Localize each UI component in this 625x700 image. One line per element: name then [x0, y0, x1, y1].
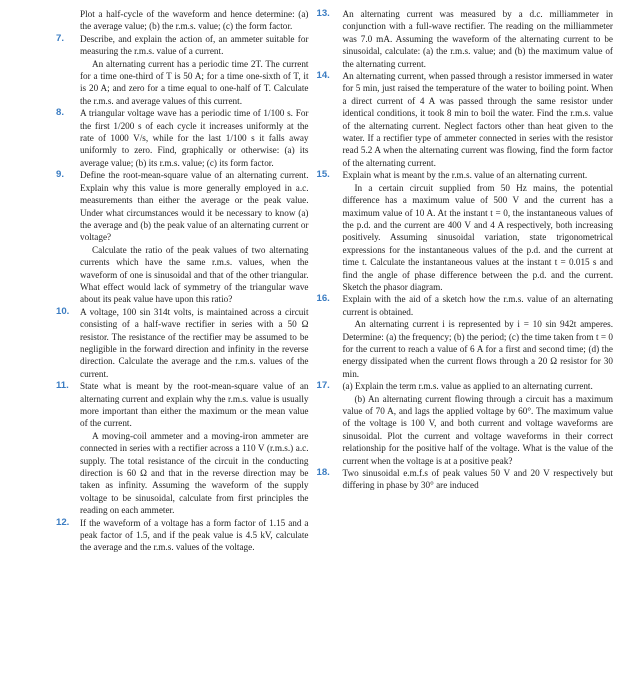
question-9 — [18, 169, 309, 305]
question-number: 8. — [56, 107, 65, 119]
question-text: An alternating current, when passed through a resistor immersed in water for 5 min, just raised the temperature of the water to boiling point. When a direct current of 4 A was passed through the same resistor under identical conditions, it took 8 min to boil the water. Find the r.m.s. value of the alternating current. Neglect factors other than heat given to the water. If a rectifier type of ammeter connected in series with the resistor read 5.2 A when the alternating current was flowing, find the form factor of the alternating current. — [342, 71, 613, 168]
left-column — [18, 8, 309, 700]
question-number: 17. — [316, 380, 330, 392]
question-number: 18. — [316, 467, 330, 479]
question-number: 10. — [56, 305, 70, 317]
question-number: 13. — [316, 8, 330, 19]
question-15 — [316, 169, 614, 293]
question-14 — [316, 70, 614, 169]
question-text: (a) Explain the term r.m.s. value as applied to an alternating current. — [342, 381, 593, 392]
question-number: 15. — [316, 169, 330, 181]
question-text: A voltage, 100 sin 314t volts, is maintained across a circuit consisting of a half-wave rectifier in series with a 50 Ω resistor. The resistance of the rectifier may be assumed to be negligible in the forward direction and infinity in the reverse direction. Calculate the average and the r.m.s. values of the current. — [80, 306, 309, 379]
question-12 — [18, 517, 309, 554]
question-text: In a certain circuit supplied from 50 Hz mains, the potential difference has a maximum value of 500 V and the current has a maximum value of 10 A. At the instant t = 0, the instantaneous values of the p.d. and the current are 400 V and 4 A respectively, both increasing positively. Assuming sinusoidal variation, state trigonometrical expressions for the instantaneous values of the p.d. and the current at time t. Calculate the instantaneous values at the instant t = 0.015 s and find the angle of phase difference between the p.d. and the current. Sketch the phasor diagram. — [342, 182, 613, 292]
question-6-continued — [18, 8, 309, 33]
question-number: 12. — [56, 516, 70, 528]
right-column — [316, 8, 614, 700]
question-text: An alternating current was measured by a d.c. milliammeter in conjunction with a full-wave rectifier. The reading on the milliammeter was 7.0 mA. Assuming the waveform of the alternating current to be sinusoidal, calculate: (a) the r.m.s. value; and (b) the maximum value of the alternating current. — [342, 9, 613, 69]
question-number: 9. — [56, 169, 65, 181]
question-13 — [316, 8, 614, 70]
question-text: A triangular voltage wave has a periodic time of 1/100 s. For the first 1/200 s of each cycle it increases uniformly at the rate of 1000 V/s, while for the last 1/100 s it falls away uniformly to zero. Find, graphically or otherwise: (a) its average value; (b) its r.m.s. value; (c) its form factor. — [80, 108, 309, 168]
question-text: State what is meant by the root-mean-square value of an alternating current and explain why the r.m.s. value is usually more important than either the maximum or the mean value of the current. — [80, 381, 309, 429]
question-text: Two sinusoidal e.m.f.s of peak values 50 V and 20 V respectively but differing in phase by 30° are induced — [342, 468, 613, 491]
question-text: A moving-coil ammeter and a moving-iron ammeter are connected in series with a rectifier across a 110 V (r.m.s.) a.c. supply. The total resistance of the circuit in the conducting direction is 60 Ω and that in the reverse direction may be taken as infinity. Assuming the waveform of the supply voltage to be sinusoidal, calculate from first principles the reading on each ammeter. — [80, 430, 309, 516]
question-16 — [316, 293, 614, 380]
question-10 — [18, 306, 309, 380]
question-text: Explain with the aid of a sketch how the r.m.s. value of an alternating current is obtained. — [342, 294, 613, 317]
question-text: Calculate the ratio of the peak values of two alternating currents which have the same r.m.s. values, when the waveform of one is sinusoidal and that of the other triangular. What effect would lack of symmetry of the triangular wave about its peak value have upon this ratio? — [80, 244, 309, 305]
question-number: 7. — [56, 32, 65, 44]
question-text: If the waveform of a voltage has a form factor of 1.15 and a peak factor of 1.5, and if the peak value is 4.5 kV, calculate the average and the r.m.s. values of the voltage. — [80, 517, 309, 553]
question-18 — [316, 467, 614, 492]
question-text: An alternating current has a periodic time 2T. The current for a time one-third of T is 50 A; for a time one-sixth of T, it is 20 A; and zero for a time equal to one-half of T. Calculate the r.m.s. and average values of this current. — [80, 58, 309, 106]
question-11 — [18, 380, 309, 516]
question-text: An alternating current i is represented by i = 10 sin 942t amperes. Determine: (a) the frequency; (b) the period; (c) the time taken from t = 0 for the current to reach a value of 6 A for a first and second time; (d) the energy dissipated when the current flows through a 20 Ω resistor for 30 min. — [342, 319, 613, 379]
question-number: 14. — [316, 70, 330, 82]
question-text: Explain what is meant by the r.m.s. value of an alternating current. — [342, 170, 588, 181]
question-17 — [316, 380, 614, 467]
question-text: (b) An alternating current flowing through a circuit has a maximum value of 70 A, and lags the applied voltage by 60°. The maximum value of the voltage is 100 V, and both current and voltage waveforms are sinusoidal. Plot the current and voltage waveforms in their correct relationship for the positive half of the voltage. What is the value of the current when the voltage is at a positive peak? — [342, 393, 613, 466]
question-7 — [18, 33, 309, 107]
question-8 — [18, 107, 309, 169]
question-text: Describe, and explain the action of, an ammeter suitable for measuring the r.m.s. value of a current. — [80, 33, 309, 57]
question-number: 11. — [56, 380, 69, 392]
question-text: Define the root-mean-square value of an alternating current. Explain why this value is more generally employed in a.c. measurements than either the average or the peak value. Under what circumstances would it be necessary to know (a) the average and (b) the peak value of an alternating current or voltage? — [80, 170, 309, 243]
question-text: Plot a half-cycle of the waveform and hence determine: (a) the average value; (b) the r.m.s. value; (c) the form factor. — [80, 9, 309, 32]
question-number: 16. — [316, 293, 330, 305]
